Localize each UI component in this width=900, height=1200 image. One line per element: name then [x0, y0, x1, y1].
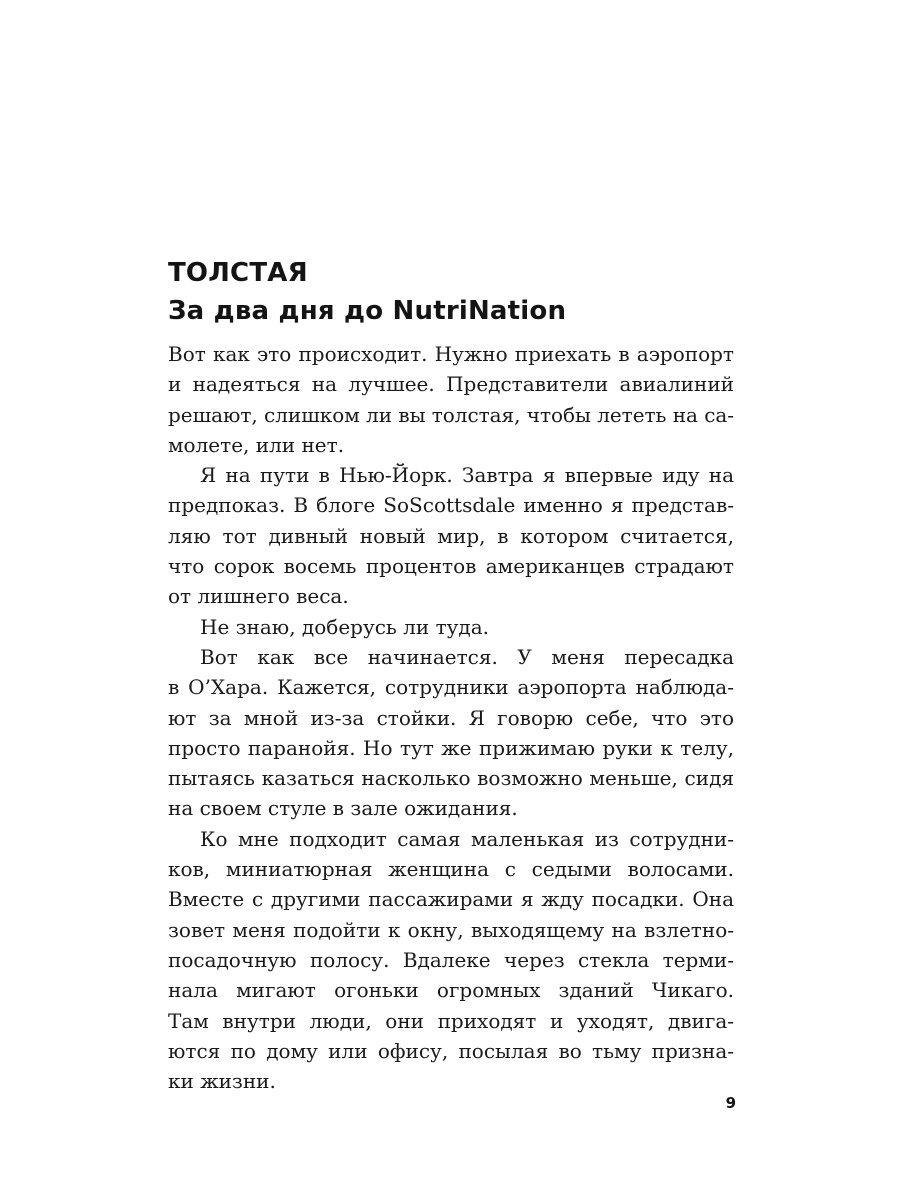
chapter-title: ТОЛСТАЯ: [168, 258, 308, 288]
chapter-subtitle: За два дня до NutriNation: [168, 296, 567, 326]
text-line: что сорок восемь процентов американцев страдают: [168, 554, 734, 579]
text-line: ляю тот дивный новый мир, в котором считается,: [168, 523, 734, 548]
page-number: 9: [725, 1094, 736, 1112]
text-line: ются по дому или офису, посылая во тьму призна-: [168, 1038, 734, 1063]
text-line: ют за мной из-за стойки. Я говорю себе, что это: [168, 705, 734, 730]
text-line: на своем стуле в зале ожидания.: [168, 796, 518, 821]
text-line: предпоказ. В блоге SoScottsdale именно я представ-: [168, 493, 734, 518]
text-line: ки жизни.: [168, 1069, 276, 1094]
text-line: Там внутри люди, они приходят и уходят, двига-: [168, 1008, 734, 1033]
text-line: пытаясь казаться насколько возможно меньше, сидя: [168, 766, 734, 791]
text-line: в О’Хара. Кажется, сотрудники аэропорта наблюда-: [168, 675, 734, 700]
text-line: решают, слишком ли вы толстая, чтобы лететь на са-: [168, 402, 734, 427]
text-line: Ко мне подходит самая маленькая из сотрудни-: [200, 826, 734, 851]
text-line: посадочную полосу. Вдалеке через стекла терми-: [168, 947, 734, 972]
text-line: зовет меня подойти к окну, выходящему на взлетно-: [168, 917, 734, 942]
text-line: и надеяться на лучшее. Представители авиалиний: [168, 372, 734, 397]
text-line: ков, миниатюрная женщина с седыми волосами.: [168, 857, 734, 882]
text-line: просто паранойя. Но тут же прижимаю руки к телу,: [168, 735, 734, 760]
text-line: нала мигают огоньки огромных зданий Чикаго.: [168, 978, 734, 1003]
text-line: Вместе с другими пассажирами я жду посадки. Она: [168, 887, 734, 912]
text-line: Вот как это происходит. Нужно приехать в аэропорт: [168, 342, 734, 366]
text-line: Я на пути в Нью-Йорк. Завтра я впервые иду на: [200, 463, 734, 488]
text-line: Не знаю, доберусь ли туда.: [200, 614, 489, 639]
body-text: [168, 339, 734, 1096]
text-line: Вот как все начинается. У меня пересадка: [200, 644, 734, 669]
chapter-heading: [168, 254, 738, 330]
text-line: молете, или нет.: [168, 432, 345, 457]
text-line: от лишнего веса.: [168, 584, 349, 609]
